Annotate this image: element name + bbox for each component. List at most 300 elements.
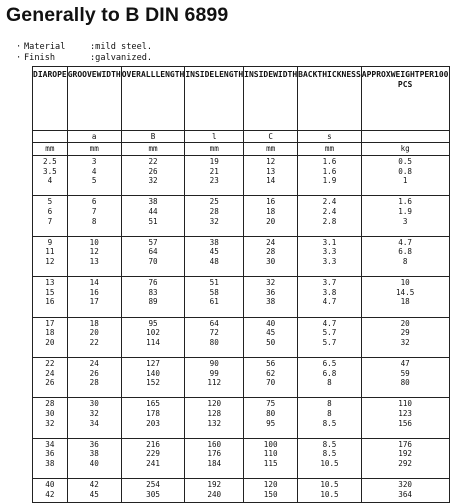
symbol-cell: a — [67, 131, 121, 143]
cell-value: 72 — [209, 328, 219, 338]
cell-value: 110 — [263, 449, 278, 459]
unit-cell: mm — [185, 143, 244, 156]
cell-value: 8 — [402, 256, 408, 266]
table-cell — [185, 398, 244, 438]
symbol-cell — [33, 131, 68, 143]
symbol-row — [33, 131, 450, 143]
cell-value: 42 — [89, 480, 99, 490]
cell-value: 6 — [91, 197, 97, 207]
cell-value: 21 — [209, 166, 219, 176]
page-title: Generally to B DIN 6899 — [6, 4, 229, 26]
cell-value: 160 — [207, 439, 222, 449]
cell-value: 17 — [45, 318, 55, 328]
table-cell — [298, 277, 362, 317]
bullet-icon: · — [16, 42, 22, 52]
cell-value: 24 — [45, 368, 55, 378]
cell-value: 305 — [146, 489, 160, 499]
cell-value: 1.9 — [322, 176, 337, 186]
cell-value: 4 — [91, 166, 97, 176]
column-header-line: WIDTH — [96, 70, 121, 79]
cell-value: 6.5 — [322, 358, 337, 368]
table-cell — [361, 479, 449, 503]
unit-cell: mm — [121, 143, 185, 156]
table-row-group — [33, 357, 450, 397]
column-header-line: LENGTH — [155, 70, 185, 79]
cell-value: 26 — [45, 378, 55, 388]
cell-value: 176 — [207, 449, 222, 459]
table-row-group — [33, 438, 450, 478]
column-header-line: PER — [419, 70, 435, 79]
symbol-cell: B — [121, 131, 185, 143]
column-header — [185, 67, 244, 131]
cell-value: 12 — [266, 157, 276, 166]
table-cell — [244, 156, 298, 196]
cell-value: 1 — [402, 176, 408, 186]
table-cell — [121, 398, 185, 438]
cell-value: 120 — [207, 399, 222, 409]
cell-value: 38 — [89, 449, 99, 459]
table-row-group — [33, 317, 450, 357]
cell-value: 24 — [266, 237, 276, 247]
table-cell — [361, 357, 449, 397]
table-cell — [185, 357, 244, 397]
table-cell — [298, 479, 362, 503]
cell-value: 2.8 — [322, 216, 337, 226]
cell-value: 23 — [209, 176, 219, 186]
cell-value: 16 — [89, 287, 99, 297]
column-header-line: THICK — [317, 70, 342, 79]
unit-cell: mm — [67, 143, 121, 156]
cell-value: 5 — [91, 176, 97, 186]
cell-value: 32 — [148, 176, 158, 186]
cell-value: 20 — [400, 318, 410, 328]
cell-value: 4 — [47, 176, 53, 186]
cell-value: 22 — [148, 157, 158, 166]
table-cell — [33, 317, 68, 357]
cell-value: 80 — [266, 408, 276, 418]
cell-value: 18 — [45, 328, 55, 338]
cell-value: 16 — [45, 297, 55, 307]
cell-value: 14 — [266, 176, 276, 186]
table-cell — [121, 479, 185, 503]
cell-value: 120 — [263, 480, 278, 490]
table-cell — [361, 317, 449, 357]
table-cell — [298, 156, 362, 196]
cell-value: 292 — [398, 458, 412, 468]
cell-value: 17 — [89, 297, 99, 307]
cell-value: 28 — [209, 206, 219, 216]
table-cell — [67, 236, 121, 276]
table-cell — [185, 277, 244, 317]
table-cell — [244, 438, 298, 478]
cell-value: 9 — [47, 237, 53, 247]
cell-value: 28 — [45, 399, 55, 409]
cell-value: 3 — [91, 157, 97, 166]
cell-value: 64 — [209, 318, 219, 328]
cell-value: 165 — [146, 399, 160, 409]
table-cell — [244, 277, 298, 317]
cell-value: 40 — [45, 480, 55, 490]
cell-value: 95 — [148, 318, 158, 328]
cell-value: 1.9 — [398, 206, 412, 216]
table-cell — [67, 479, 121, 503]
cell-value: 24 — [89, 358, 99, 368]
cell-value: 7 — [91, 206, 97, 216]
table-cell — [244, 479, 298, 503]
cell-value: 3.3 — [322, 247, 337, 257]
unit-cell: mm — [298, 143, 362, 156]
table-cell — [361, 398, 449, 438]
table-cell — [121, 196, 185, 236]
cell-value: 58 — [209, 287, 219, 297]
cell-value: 70 — [148, 256, 158, 266]
cell-value: 51 — [148, 216, 158, 226]
cell-value: 75 — [266, 399, 276, 409]
column-header-line: DIA — [33, 70, 48, 79]
table-row-group — [33, 196, 450, 236]
cell-value: 8 — [327, 408, 332, 418]
cell-value: 38 — [266, 297, 276, 307]
cell-value: 110 — [398, 399, 412, 409]
table-cell — [33, 398, 68, 438]
cell-value: 34 — [89, 418, 99, 428]
cell-value: 30 — [45, 408, 55, 418]
cell-value: 90 — [209, 358, 219, 368]
table-cell — [67, 317, 121, 357]
table-cell — [67, 438, 121, 478]
cell-value: 3.5 — [43, 166, 57, 176]
spec-material — [16, 42, 152, 52]
cell-value: 7 — [47, 216, 53, 226]
cell-value: 6.8 — [322, 368, 337, 378]
cell-value: 192 — [207, 480, 222, 490]
table-cell — [244, 357, 298, 397]
cell-value: 8.5 — [322, 418, 337, 428]
unit-row — [33, 143, 450, 156]
unit-cell: mm — [244, 143, 298, 156]
cell-value: 2.4 — [322, 206, 337, 216]
cell-value: 13 — [89, 256, 99, 266]
cell-value: 32 — [400, 337, 410, 347]
cell-value: 132 — [207, 418, 222, 428]
cell-value: 89 — [148, 297, 158, 307]
cell-value: 192 — [398, 449, 412, 459]
symbol-cell — [361, 131, 449, 143]
cell-value: 30 — [89, 399, 99, 409]
table-cell — [244, 236, 298, 276]
table-cell — [185, 156, 244, 196]
cell-value: 47 — [400, 358, 410, 368]
table-cell — [244, 196, 298, 236]
cell-value: 150 — [263, 489, 278, 499]
cell-value: 44 — [148, 206, 158, 216]
cell-value: 10.5 — [320, 458, 339, 468]
column-header-line: GROOVE — [67, 70, 97, 79]
cell-value: 18 — [266, 206, 276, 216]
cell-value: 115 — [263, 458, 278, 468]
spec-finish — [16, 53, 152, 63]
cell-value: 3 — [402, 216, 408, 226]
column-header-line: INSIDE — [244, 70, 274, 79]
table-cell — [298, 357, 362, 397]
table-cell — [33, 479, 68, 503]
cell-value: 64 — [148, 247, 158, 257]
table-cell — [298, 236, 362, 276]
cell-value: 11 — [45, 247, 55, 257]
cell-value: 26 — [89, 368, 99, 378]
table-cell — [67, 357, 121, 397]
cell-value: 20 — [89, 328, 99, 338]
column-header — [298, 67, 362, 131]
cell-value: 2.4 — [322, 197, 337, 207]
cell-value: 3.7 — [322, 278, 337, 288]
table-cell — [361, 196, 449, 236]
cell-value: 240 — [207, 489, 222, 499]
table-cell — [361, 156, 449, 196]
table-cell — [361, 236, 449, 276]
unit-cell: kg — [361, 143, 449, 156]
cell-value: 2.5 — [43, 157, 57, 166]
column-header-line: 100 PCS — [397, 70, 449, 89]
column-header — [33, 67, 68, 131]
table-cell — [33, 156, 68, 196]
table-cell — [33, 277, 68, 317]
table-cell — [185, 438, 244, 478]
cell-value: 20 — [45, 337, 55, 347]
cell-value: 5.7 — [322, 337, 337, 347]
table-header-row — [33, 67, 450, 131]
cell-value: 4.7 — [322, 297, 337, 307]
cell-value: 25 — [209, 197, 219, 207]
cell-value: 114 — [146, 337, 160, 347]
cell-value: 56 — [266, 358, 276, 368]
cell-value: 8.5 — [322, 449, 337, 459]
column-header — [121, 67, 185, 131]
table-cell — [33, 357, 68, 397]
column-header-line: ROPE — [47, 70, 67, 79]
cell-value: 112 — [207, 378, 222, 388]
column-header — [244, 67, 298, 131]
cell-value: 13 — [266, 166, 276, 176]
spec-label: Finish — [24, 53, 56, 63]
cell-value: 45 — [89, 489, 99, 499]
table-cell — [33, 236, 68, 276]
cell-value: 6 — [47, 206, 53, 216]
cell-value: 50 — [266, 337, 276, 347]
cell-value: 4.7 — [322, 318, 337, 328]
cell-value: 128 — [207, 408, 222, 418]
spec-value: :galvanized. — [90, 53, 153, 63]
table-cell — [298, 317, 362, 357]
column-header — [67, 67, 121, 131]
cell-value: 216 — [146, 439, 160, 449]
cell-value: 61 — [209, 297, 219, 307]
cell-value: 203 — [146, 418, 160, 428]
cell-value: 140 — [146, 368, 160, 378]
bullet-icon: · — [16, 53, 22, 63]
cell-value: 70 — [266, 378, 276, 388]
cell-value: 8 — [91, 216, 97, 226]
cell-value: 3.8 — [322, 287, 337, 297]
cell-value: 184 — [207, 458, 222, 468]
cell-value: 36 — [89, 439, 99, 449]
table-cell — [121, 317, 185, 357]
cell-value: 241 — [146, 458, 160, 468]
cell-value: 80 — [209, 337, 219, 347]
table-row-group — [33, 479, 450, 503]
table-cell — [185, 479, 244, 503]
cell-value: 32 — [89, 408, 99, 418]
unit-cell: mm — [33, 143, 68, 156]
table-cell — [244, 317, 298, 357]
cell-value: 80 — [400, 378, 410, 388]
cell-value: 15 — [45, 287, 55, 297]
cell-value: 1.6 — [322, 166, 337, 176]
table-cell — [33, 438, 68, 478]
table-row-group — [33, 277, 450, 317]
table-cell — [298, 196, 362, 236]
cell-value: 36 — [266, 287, 276, 297]
cell-value: 10.5 — [320, 480, 339, 490]
table-cell — [121, 357, 185, 397]
cell-value: 1.6 — [322, 157, 337, 166]
cell-value: 14 — [89, 278, 99, 288]
table-cell — [121, 156, 185, 196]
cell-value: 22 — [89, 337, 99, 347]
cell-value: 32 — [266, 278, 276, 288]
cell-value: 48 — [209, 256, 219, 266]
cell-value: 34 — [45, 439, 55, 449]
cell-value: 102 — [146, 328, 160, 338]
cell-value: 16 — [266, 197, 276, 207]
table-cell — [121, 438, 185, 478]
cell-value: 100 — [263, 439, 278, 449]
cell-value: 83 — [148, 287, 158, 297]
table-cell — [121, 236, 185, 276]
cell-value: 12 — [89, 247, 99, 257]
cell-value: 51 — [209, 278, 219, 288]
table-cell — [33, 196, 68, 236]
symbol-cell: s — [298, 131, 362, 143]
cell-value: 3.1 — [322, 237, 337, 247]
cell-value: 38 — [45, 458, 55, 468]
cell-value: 0.8 — [398, 166, 412, 176]
table-cell — [298, 398, 362, 438]
column-header — [361, 67, 449, 131]
cell-value: 10 — [89, 237, 99, 247]
cell-value: 99 — [209, 368, 219, 378]
cell-value: 20 — [266, 216, 276, 226]
cell-value: 152 — [146, 378, 160, 388]
cell-value: 22 — [45, 358, 55, 368]
column-header-line: NESS — [341, 70, 361, 79]
column-header-line: APPROX — [361, 70, 391, 79]
cell-value: 30 — [266, 256, 276, 266]
cell-value: 42 — [45, 489, 55, 499]
table-cell — [185, 317, 244, 357]
cell-value: 29 — [400, 328, 410, 338]
cell-value: 10 — [400, 278, 410, 288]
cell-value: 32 — [209, 216, 219, 226]
cell-value: 76 — [148, 278, 158, 288]
table-cell — [67, 156, 121, 196]
table-cell — [361, 277, 449, 317]
table-cell — [67, 196, 121, 236]
cell-value: 38 — [209, 237, 219, 247]
cell-value: 38 — [148, 197, 158, 207]
cell-value: 254 — [146, 480, 160, 490]
cell-value: 5 — [47, 197, 53, 207]
cell-value: 8.5 — [322, 439, 337, 449]
cell-value: 176 — [398, 439, 412, 449]
cell-value: 3.3 — [322, 256, 337, 266]
table-cell — [67, 398, 121, 438]
cell-value: 123 — [398, 408, 412, 418]
cell-value: 45 — [266, 328, 276, 338]
cell-value: 40 — [266, 318, 276, 328]
table-row-group — [33, 236, 450, 276]
cell-value: 40 — [89, 458, 99, 468]
cell-value: 13 — [45, 278, 55, 288]
column-header-line: BACK — [298, 70, 318, 79]
cell-value: 127 — [146, 358, 160, 368]
dimensions-table — [32, 66, 450, 503]
cell-value: 95 — [266, 418, 276, 428]
table-cell — [67, 277, 121, 317]
cell-value: 10.5 — [320, 489, 339, 499]
cell-value: 62 — [266, 368, 276, 378]
cell-value: 0.5 — [398, 157, 412, 166]
cell-value: 8 — [327, 378, 332, 388]
cell-value: 57 — [148, 237, 158, 247]
table-row-group — [33, 156, 450, 196]
cell-value: 156 — [398, 418, 412, 428]
column-header-line: INSIDE — [185, 70, 215, 79]
symbol-cell: C — [244, 131, 298, 143]
cell-value: 26 — [148, 166, 158, 176]
spec-value: :mild steel. — [90, 42, 153, 52]
cell-value: 1.6 — [398, 197, 412, 207]
column-header-line: WIDTH — [273, 70, 298, 79]
table-cell — [361, 438, 449, 478]
cell-value: 320 — [398, 480, 412, 490]
table-row-group — [33, 398, 450, 438]
cell-value: 59 — [400, 368, 410, 378]
cell-value: 45 — [209, 247, 219, 257]
spec-label: Material — [24, 42, 66, 52]
cell-value: 28 — [89, 378, 99, 388]
symbol-cell: l — [185, 131, 244, 143]
cell-value: 32 — [45, 418, 55, 428]
cell-value: 12 — [45, 256, 55, 266]
cell-value: 5.7 — [322, 328, 337, 338]
table-cell — [185, 236, 244, 276]
cell-value: 28 — [266, 247, 276, 257]
cell-value: 36 — [45, 449, 55, 459]
table-cell — [244, 398, 298, 438]
cell-value: 4.7 — [398, 237, 412, 247]
cell-value: 8 — [327, 399, 332, 409]
cell-value: 18 — [89, 318, 99, 328]
table-cell — [298, 438, 362, 478]
table-cell — [121, 277, 185, 317]
cell-value: 19 — [209, 157, 219, 166]
column-header-line: LENGTH — [214, 70, 244, 79]
column-header-line: OVERALL — [121, 70, 156, 79]
cell-value: 18 — [400, 297, 410, 307]
table-cell — [185, 196, 244, 236]
cell-value: 229 — [146, 449, 160, 459]
